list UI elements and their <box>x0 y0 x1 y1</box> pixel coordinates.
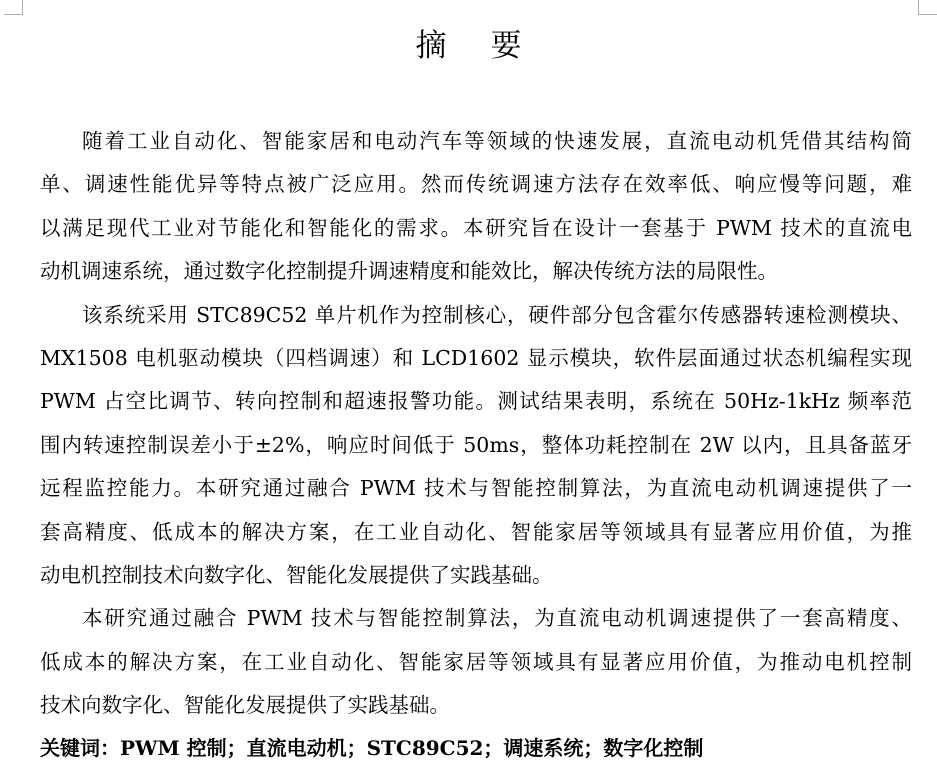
text-line: PWM 占空比调节、转向控制和超速报警功能。测试结果表明，系统在 50Hz-1kHz 频率范 <box>40 389 912 414</box>
abstract-body <box>40 120 912 771</box>
text-line: 套高精度、低成本的解决方案，在工业自动化、智能家居等领域具有显著应用价值，为推 <box>40 519 912 544</box>
paragraph <box>40 597 912 727</box>
text-line: 技术向数字化、智能化发展提供了实践基础。 <box>40 693 450 718</box>
margin-corner-mark-right <box>918 0 937 15</box>
text-line: 单、调速性能优异等特点被广泛应用。然而传统调速方法存在效率低、响应慢等问题，难 <box>40 172 912 197</box>
text-line: 远程监控能力。本研究通过融合 PWM 技术与智能控制算法，为直流电动机调速提供了一 <box>40 476 912 501</box>
text-line: 围内转速控制误差小于±2%，响应时间低于 50ms，整体功耗控制在 2W 以内，且具备蓝牙 <box>40 432 912 457</box>
text-line: 该系统采用 STC89C52 单片机作为控制核心，硬件部分包含霍尔传感器转速检测模块、 <box>82 302 912 327</box>
text-line: 本研究通过融合 PWM 技术与智能控制算法，为直流电动机调速提供了一套高精度、 <box>82 606 912 631</box>
title-char: 摘 <box>415 28 447 64</box>
text-line: 低成本的解决方案，在工业自动化、智能家居等领域具有显著应用价值，为推动电机控制 <box>40 649 912 674</box>
text-line: 随着工业自动化、智能家居和电动汽车等领域的快速发展，直流电动机凭借其结构简 <box>82 129 912 153</box>
text-line: MX1508 电机驱动模块（四档调速）和 LCD1602 显示模块，软件层面通过状态机编程实现 <box>40 345 912 370</box>
margin-corner-mark-left <box>4 0 23 15</box>
title-char: 要 <box>490 28 522 64</box>
keywords: 关键词：PWM 控制；直流电动机；STC89C52；调速系统；数字化控制 <box>40 736 704 761</box>
paragraph <box>40 120 912 294</box>
page-title <box>0 20 937 65</box>
text-line: 动电机控制技术向数字化、智能化发展提供了实践基础。 <box>40 562 553 587</box>
text-line: 以满足现代工业对节能化和智能化的需求。本研究旨在设计一套基于 PWM 技术的直流电 <box>40 215 912 240</box>
paragraph <box>40 294 912 598</box>
text-line: 动机调速系统，通过数字化控制提升调速精度和能效比，解决传统方法的局限性。 <box>40 259 778 284</box>
